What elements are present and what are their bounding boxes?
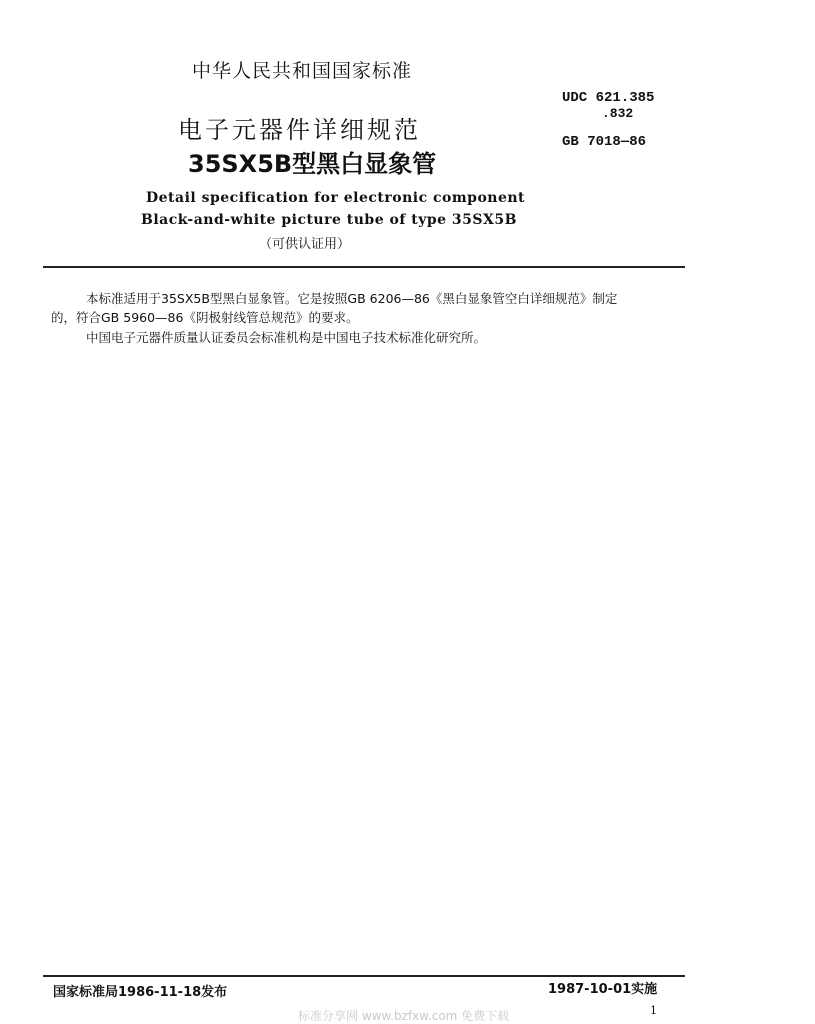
title-english-model: Black-and-white picture tube of type 35SX5B	[141, 212, 517, 228]
body-paragraph-1-cont: 的，符合GB 5960—86《阴极射线管总规范》的要求。	[51, 310, 359, 325]
header-divider	[43, 266, 685, 268]
udc-code-suffix: .832	[602, 106, 634, 121]
body-paragraph-2: 中国电子元器件质量认证委员会标准机构是中国电子技术标准化研究所。	[86, 330, 487, 345]
certification-note: （可供认证用）	[259, 237, 351, 252]
title-chinese: 电子元器件详细规范	[178, 116, 421, 144]
footer-divider	[43, 975, 685, 977]
gb-number: GB 7018—86	[562, 134, 647, 150]
implementation-date: 1987-10-01实施	[548, 982, 658, 997]
udc-code: UDC 621.385	[562, 90, 655, 106]
page-number: 1	[650, 1004, 657, 1017]
body-paragraph-1: 本标准适用于35SX5B型黑白显象管。它是按照GB 6206—86《黑白显象管空白详细规范》制定	[86, 291, 618, 306]
standard-header: 中华人民共和国国家标准	[192, 60, 413, 82]
issue-date: 国家标准局1986-11-18发布	[53, 985, 228, 1000]
watermark: 标准分享网 www.bzfxw.com 免费下载	[298, 1009, 510, 1023]
title-chinese-model: 35SX5B型黑白显象管	[188, 150, 437, 178]
title-english: Detail specification for electronic component	[146, 190, 526, 206]
